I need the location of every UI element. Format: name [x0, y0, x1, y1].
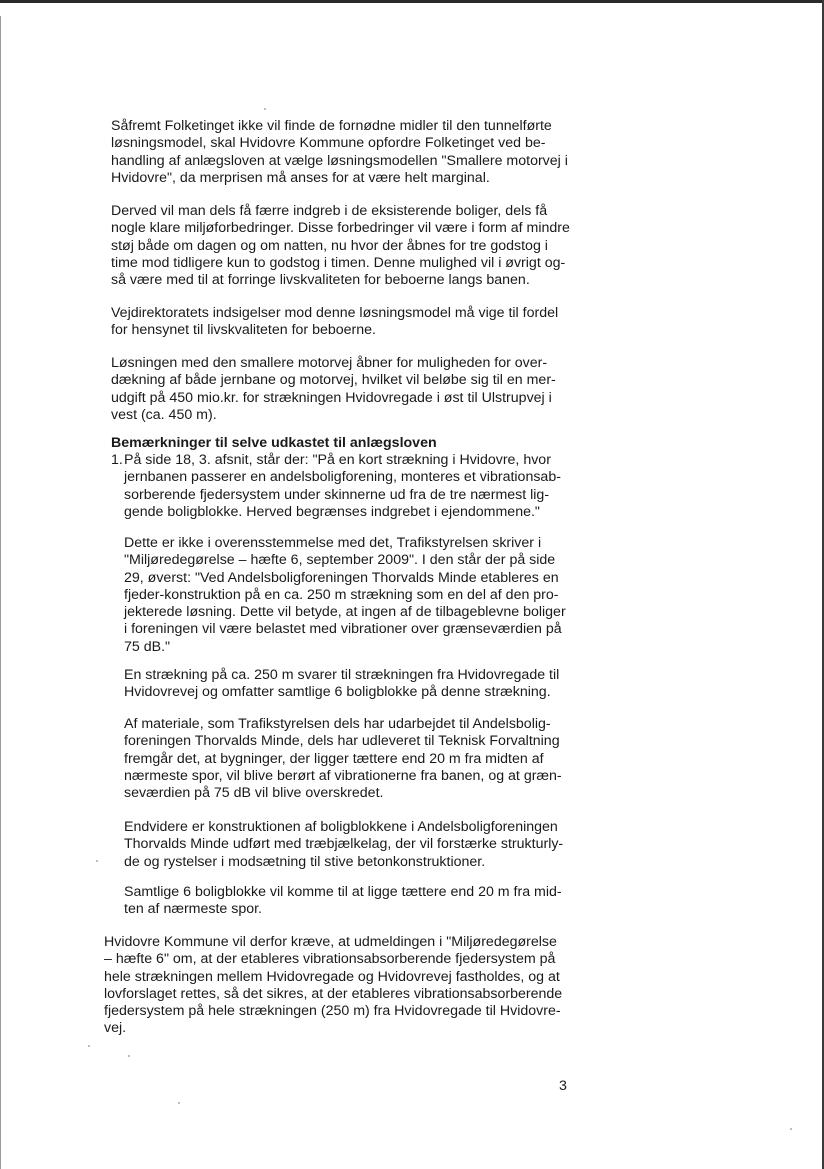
text-line: hele strækningen mellem Hvidovregade og Hvidovrevej fastholdes, og at: [104, 968, 560, 985]
text-line: Dette er ikke i overensstemmelse med det, Trafikstyrelsen skriver i: [124, 535, 542, 551]
section-heading: Bemærkninger til selve udkastet til anlægsloven: [111, 435, 437, 451]
text-line: Vejdirektoratets indsigelser mod denne løsningsmodel må vige til fordel: [111, 305, 559, 321]
paragraph-overdaekning: [111, 355, 556, 424]
text-line: gende boligblokke. Herved begrænses indgrebet i ejendommene.": [124, 503, 540, 520]
paragraph-folketinget: [111, 118, 568, 187]
text-line: – hæfte 6" om, at der etableres vibrationsabsorberende fjedersystem på: [104, 951, 556, 968]
text-line: Såfremt Folketinget ikke vil finde de fornødne midler til den tunnelførte: [111, 118, 552, 134]
text-line: En strækning på ca. 250 m svarer til strækningen fra Hvidovregade til: [124, 667, 560, 683]
text-line: time mod tidligere kun to godstog i timen. Denne mulighed vil i øvrigt og-: [111, 254, 566, 271]
text-line: løsningsmodel, skal Hvidovre Kommune opfordre Folketinget ved be-: [111, 135, 546, 152]
paragraph-vejdirektoratet: [111, 305, 558, 340]
text-line: lovforslaget rettes, så det sikres, at der etableres vibrationsabsorberende: [104, 985, 563, 1002]
text-line: 29, øverst: "Ved Andelsboligforeningen Thorvalds Minde etableres en: [124, 569, 559, 586]
text-line: seværdien på 75 dB vil blive overskredet.: [124, 785, 384, 802]
text-line: så være med til at forringe livskvaliteten for beboerne langs banen.: [111, 272, 530, 289]
text-line: fjeder-konstruktion på en ca. 250 m strækning som en del af den pro-: [124, 586, 559, 603]
paragraph-closing: [104, 934, 562, 1038]
text-line: handling af anlægsloven at vælge løsningsmodellen "Smallere motorvej i: [111, 152, 568, 169]
page-number: 3: [559, 1078, 567, 1094]
list-paragraph-materiale: [124, 716, 562, 802]
text-line: dækning af både jernbane og motorvej, hvilket vil beløbe sig til en mer-: [111, 372, 556, 389]
text-line: Thorvalds Minde udført med træbjælkelag, der vil forstærke strukturly-: [124, 836, 564, 853]
text-line: "Miljøredegørelse – hæfte 6, september 2009". I den står der på side: [124, 552, 556, 569]
list-paragraph-konstruktion: [124, 819, 563, 871]
text-line: Af materiale, som Trafikstyrelsen dels har udarbejdet til Andelsbolig-: [124, 716, 551, 732]
text-line: fremgår det, at bygninger, der ligger tættere end 20 m fra midten af: [124, 750, 544, 767]
text-line: Samtlige 6 boligblokke vil komme til at ligge tættere end 20 m fra mid-: [124, 884, 562, 900]
scan-speck: [178, 1102, 180, 1104]
list-item-number: 1.: [111, 452, 123, 468]
text-line: nærmeste spor, vil blive berørt af vibrationerne fra banen, og at græn-: [124, 767, 562, 784]
scan-speck: [264, 108, 266, 110]
text-line: jekterede løsning. Dette vil betyde, at ingen af de tilbageblevne boliger: [124, 604, 566, 621]
scan-speck: [128, 1055, 130, 1057]
text-line: På side 18, 3. afsnit, står der: "På en kort strækning i Hvidovre, hvor: [124, 452, 551, 468]
text-line: ten af nærmeste spor.: [124, 901, 263, 918]
paragraph-miljoforbedringer: [111, 203, 570, 289]
text-line: i foreningen vil være belastet med vibrationer over grænseværdien på: [124, 621, 562, 638]
text-line: jernbanen passerer en andelsboligforening, monteres et vibrationsab-: [124, 469, 561, 486]
list-paragraph-quote: [124, 452, 561, 521]
text-line: vest (ca. 450 m).: [111, 406, 217, 423]
scan-speck: [96, 860, 98, 862]
text-line: for hensynet til livskvaliteten for beboerne.: [111, 322, 376, 339]
text-line: fjedersystem på hele strækningen (250 m) fra Hvidovregade til Hvidovre-: [104, 1003, 561, 1020]
list-paragraph-straekning: [124, 667, 559, 702]
text-line: udgift på 450 mio.kr. for strækningen Hvidovregade i øst til Ulstrupvej i: [111, 389, 552, 406]
scan-speck: [790, 1128, 792, 1130]
text-line: Endvidere er konstruktionen af boligblokkene i Andelsboligforeningen: [124, 819, 558, 835]
text-line: de og rystelser i modsætning til stive betonkonstruktioner.: [124, 853, 486, 870]
text-line: nogle klare miljøforbedringer. Disse forbedringer vil være i form af mindre: [111, 220, 570, 237]
scan-speck: [88, 1045, 90, 1047]
text-line: 75 dB.": [124, 638, 171, 655]
list-paragraph-miljoredegorelse: [124, 535, 566, 656]
text-line: vej.: [104, 1020, 127, 1037]
list-paragraph-samtlige: [124, 884, 562, 919]
text-line: foreningen Thorvalds Minde, dels har udleveret til Teknisk Forvaltning: [124, 733, 560, 750]
text-line: støj både om dagen og om natten, nu hvor der åbnes for tre godstog i: [111, 237, 548, 254]
text-line: Hvidovre", da merprisen må anses for at være helt marginal.: [111, 169, 490, 186]
text-line: sorberende fjedersystem under skinnerne ud fra de tre nærmest lig-: [124, 486, 550, 503]
text-line: Hvidovre Kommune vil derfor kræve, at udmeldingen i "Miljøredegørelse: [104, 934, 557, 950]
text-line: Derved vil man dels få færre indgreb i de eksisterende boliger, dels få: [111, 203, 548, 219]
text-line: Hvidovrevej og omfatter samtlige 6 boligblokke på denne strækning.: [124, 684, 551, 701]
text-line: Løsningen med den smallere motorvej åbner for muligheden for over-: [111, 355, 548, 371]
